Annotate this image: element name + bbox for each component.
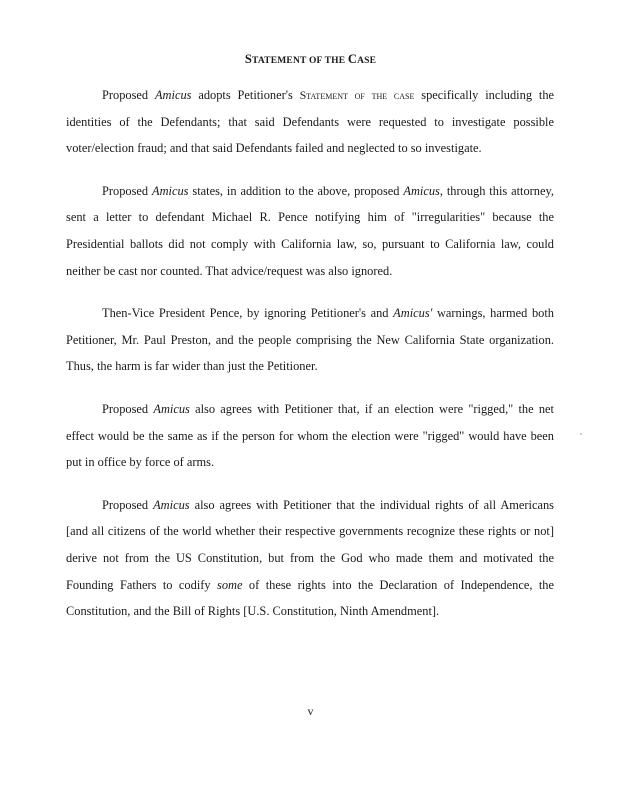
paragraph-5: Proposed Amicus also agrees with Petitioner that the individual rights of all Americans [and all citizens of the world whether their respective governments recognize these rights or not] derive not from the US Constitution, but from the God who made them and motivated the Founding Fathers to codify some of these rights into the Declaration of Independence, the Constitution, and the Bill of Rights [U.S. Constitution, Ninth Amendment]. <box>66 497 555 619</box>
heading-initial-2: C <box>347 52 358 66</box>
amicus-term: Amicus <box>403 183 440 198</box>
page-number: v <box>307 704 314 718</box>
amicus-term: Amicus <box>153 497 190 512</box>
paragraph-3: Then-Vice President Pence, by ignoring Petitioner's and Amicus' warnings, harmed both Petitioner, Mr. Paul Preston, and the people comprising the New California State organization. Thus, the harm is far wider than just the Petitioner. <box>66 306 555 374</box>
amicus-term: Amicus <box>154 88 192 102</box>
amicus-term: Amicus <box>152 183 189 198</box>
section-heading <box>0 52 621 67</box>
amicus-term: Amicus <box>153 401 190 416</box>
paragraph-4: Proposed Amicus also agrees with Petitioner that, if an election were "rigged," the net effect would be the same as if the person for whom the election were "rigged" would have been put in office by force of arms. <box>66 401 555 470</box>
scan-speck <box>580 433 582 435</box>
amicus-term: Amicus' <box>393 306 433 321</box>
heading-smallcaps-1: TATEMENT OF THE <box>251 56 348 66</box>
document-body <box>66 82 554 641</box>
emphasis-some: some <box>217 577 243 592</box>
smallcaps-reference: Statement of the case <box>299 88 415 102</box>
paragraph-2: Proposed Amicus states, in addition to the above, proposed Amicus, through this attorney, sent a letter to defendant Michael R. Pence notifying him of "irregularities" because the Presidential ballots did not comply with California law, so, pursuant to California law, could neither be cast nor counted. That advice/request was also ignored. <box>66 183 554 278</box>
heading-smallcaps-2: ASE <box>357 56 377 66</box>
paragraph-1: Proposed Amicus adopts Petitioner's Statement of the case specifically including the identities of the Defendants; that said Defendants were requested to investigate possible voter/election fraud; and that said Defendants failed and neglected to so investigate. <box>66 88 555 156</box>
heading-initial-1: S <box>244 52 252 66</box>
